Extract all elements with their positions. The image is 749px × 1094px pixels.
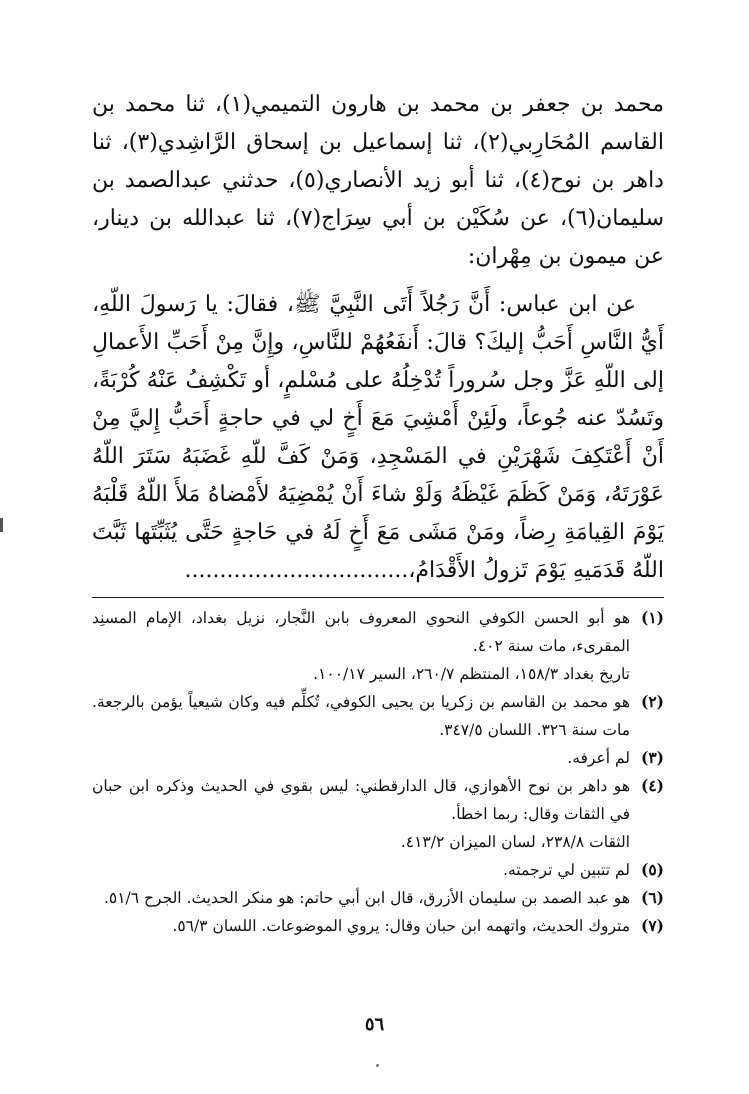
footnote-separator xyxy=(92,597,664,598)
footnote-body xyxy=(92,688,630,744)
isnad-paragraph: محمد بن جعفر بن محمد بن هارون التميمي(١)، ثنا محمد بن القاسم المُحَارِبي(٢)، ثنا إسماعيل بن إسحاق الرَّاشِدي(٣)، ثنا داهر بن نوح(٤)، ثنا أبو زيد الأنصاري(٥)، حدثني عبدالصمد بن سليمان(٦)، عن سُكَيْن بن أبي سِرَاج(٧)، ثنا عبدالله بن دينار، عن ميمون بن مِهْران: xyxy=(92,92,665,269)
footnote-reference: الثقات ٢٣٨/٨، لسان الميزان ٤١٣/٢. xyxy=(400,833,630,851)
footnote-2 xyxy=(92,688,664,744)
scan-margin-mark xyxy=(0,518,3,532)
page-number: ٥٦ xyxy=(364,1014,385,1035)
footnote-body xyxy=(92,744,630,772)
main-text-block xyxy=(92,86,664,590)
footnote-body xyxy=(92,772,630,856)
footnote-number: (٦) xyxy=(640,888,664,907)
footnote-text: هو داهر بن نوح الأهوازي، قال الدارقطني: ليس بقوي في الحديث وذكره ابن حبان في الثقات وقال: ربما اخطأ. xyxy=(92,777,630,823)
footnote-body xyxy=(92,604,630,688)
footnote-text: لم تتبين لي ترجمته. xyxy=(503,861,630,879)
matn-paragraph xyxy=(92,286,664,590)
continuation-dots: ................................ xyxy=(184,558,409,583)
footnote-number: (٤) xyxy=(640,776,664,795)
footnote-7 xyxy=(92,912,664,940)
footnote-text: هو أبو الحسن الكوفي النحوي المعروف بابن النَّجار، نزيل بغداد، الإمام المسنِد المقرىء، مات سنة ٤٠٢. xyxy=(92,609,630,655)
footnote-number: (٥) xyxy=(640,860,664,879)
footnote-body xyxy=(92,884,630,912)
footnote-6 xyxy=(92,884,664,912)
footnote-reference: تاريخ بغداد ١٥٨/٣، المنتظم ٢٦٠/٧، السير ١٠٠/١٧. xyxy=(313,665,630,683)
footnote-text: متروك الحديث، واتهمه ابن حبان وقال: يروي الموضوعات. اللسان ٥٦/٣. xyxy=(172,917,630,935)
footnote-text: هو عبد الصمد بن سليمان الأزرق، قال ابن أبي حاتم: هو منكر الحديث. الجرح ٥١/٦. xyxy=(103,889,630,907)
matn-text: عن ابن عباس: أَنَّ رَجُلاً أَتَى النَّبِيَّ ﷺ، فقالَ: يا رَسولَ اللّهِ، أَيُّ النَّاسِ أَحَبُّ إليكَ؟ قالَ: أَنفَعُهُمْ للنَّاسِ، وإِنَّ مِنْ أَحَبِّ الأَعمالِ إلى اللّهِ عَزَّ وجل سُروراً تُدْخِلُهُ على مُسْلمٍ، أو تَكْشِفُ عَنْهُ كُرْبَةً، وتَسُدّ عنه جُوعاً، ولَئِنْ أَمْشِيَ مَعَ أَخٍ لي في حاجةٍ أَحَبُّ إِليَّ مِنْ أَنْ أَعْتَكِفَ شَهْرَيْنِ في المَسْجِدِ، وَمَنْ كَفَّ للّهِ غَضَبَهُ سَتَرَ اللّهُ عَوْرَتَهُ، وَمَنْ كَظَمَ غَيْظَهُ وَلَوْ شاءَ أَنْ يُمْضِيَهُ لأَمْضاهُ مَلأَ اللّهُ قَلْبَهُ يَوْمَ القِيامَةِ رِضاً، ومَنْ مَشَى مَعَ أَخٍ لَهُ في حَاجةٍ حَتَّى يُثَبِّتَها ثَبَّتَ اللّهُ قَدَمَيهِ يَوْمَ تَزولُ الأَقْدَامُ، xyxy=(92,292,664,583)
footnote-number: (١) xyxy=(640,608,664,627)
footnote-body xyxy=(92,856,630,884)
scan-dust-dot xyxy=(376,1064,379,1067)
footnote-text: لم أعرفه. xyxy=(567,749,630,767)
footnote-3 xyxy=(92,744,664,772)
footnote-number: (٣) xyxy=(640,748,664,767)
footnote-body xyxy=(92,912,630,940)
footnote-1 xyxy=(92,604,664,688)
footnotes-block xyxy=(92,604,664,940)
footnote-number: (٧) xyxy=(640,916,664,935)
footnote-number: (٢) xyxy=(640,692,664,711)
footnote-text: هو محمد بن القاسم بن زكريا بن يحيى الكوفي، تُكلِّم فيه وكان شيعياً يؤمن بالرجعة. مات سنة ٣٢٦. اللسان ٣٤٧/٥. xyxy=(92,693,630,739)
footnote-4 xyxy=(92,772,664,856)
footnote-5 xyxy=(92,856,664,884)
